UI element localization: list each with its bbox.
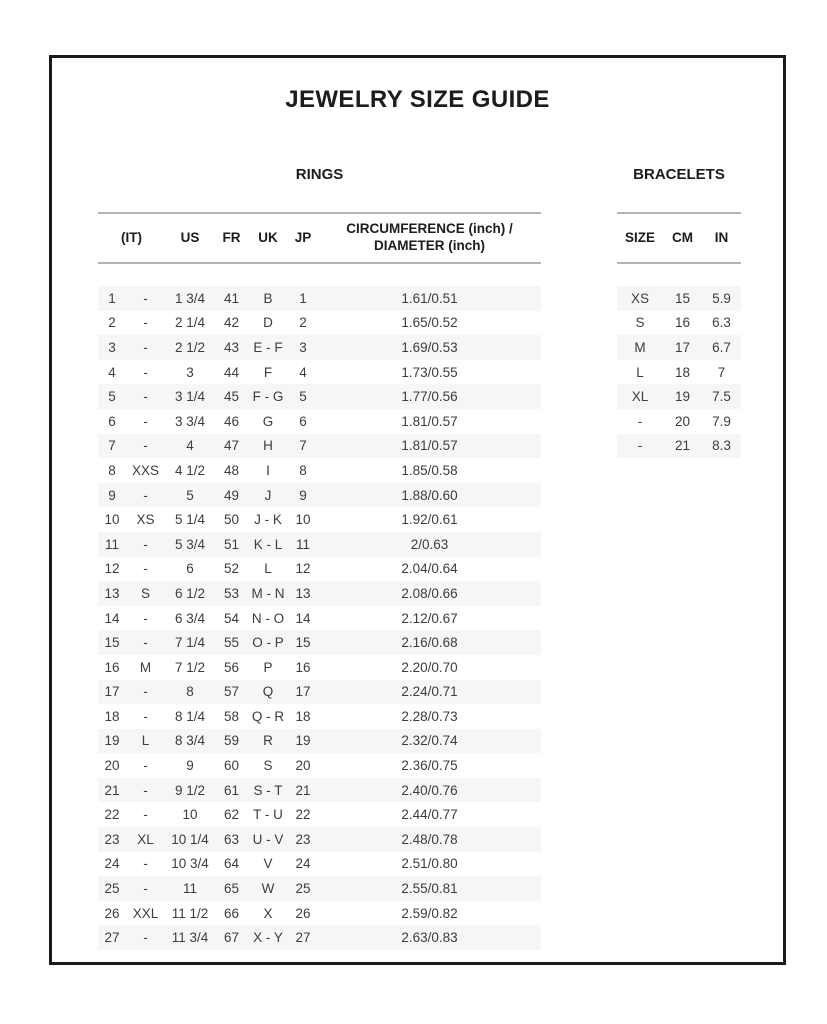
table-row xyxy=(98,606,541,631)
bracelets-table-header xyxy=(617,212,741,264)
table-row xyxy=(98,827,541,852)
table-cell: XXS xyxy=(131,462,159,478)
table-row xyxy=(98,384,541,409)
table-cell: 2 xyxy=(108,315,116,331)
table-cell: S xyxy=(635,315,645,331)
table-cell: Q - R xyxy=(251,708,285,724)
bracelets-table xyxy=(617,286,741,458)
table-cell: 55 xyxy=(223,635,240,651)
table-cell: M xyxy=(634,339,646,355)
table-cell: 1.81/0.57 xyxy=(401,413,458,429)
table-cell: 8.3 xyxy=(712,438,731,454)
table-cell: 11 3/4 xyxy=(171,930,209,946)
table-cell: 25 xyxy=(295,881,311,897)
table-cell: 6 xyxy=(108,413,116,429)
table-cell: 4 xyxy=(186,438,194,454)
table-cell: 1.81/0.57 xyxy=(401,438,458,454)
table-row xyxy=(98,630,541,655)
table-row xyxy=(617,434,741,459)
column-header-jp: JP xyxy=(294,229,312,245)
table-row xyxy=(98,901,541,926)
table-cell: 7 xyxy=(299,438,307,454)
table-cell: - xyxy=(637,438,643,454)
column-header-circumference xyxy=(318,221,541,255)
table-cell: 2.63/0.83 xyxy=(401,930,458,946)
table-cell: 1 xyxy=(299,290,307,306)
table-cell: 3 xyxy=(186,364,194,380)
table-cell: 10 xyxy=(104,512,120,528)
table-cell: 20 xyxy=(295,758,311,774)
table-cell: 9 xyxy=(108,487,116,503)
table-cell: 8 1/4 xyxy=(174,708,206,724)
table-cell: 51 xyxy=(223,536,240,552)
table-cell: - xyxy=(143,487,148,503)
table-row xyxy=(98,335,541,360)
table-cell: - xyxy=(143,782,148,798)
table-cell: 61 xyxy=(223,782,240,798)
column-header-size: SIZE xyxy=(624,229,655,245)
table-cell: 5 1/4 xyxy=(174,512,206,528)
table-cell: K - L xyxy=(253,536,283,552)
column-header-circumference-line1: CIRCUMFERENCE (inch) / xyxy=(346,221,513,237)
table-cell: 2.28/0.73 xyxy=(401,708,458,724)
table-cell: R xyxy=(263,733,273,749)
column-header-it: (IT) xyxy=(121,229,142,245)
table-row xyxy=(98,704,541,729)
column-header-fr: FR xyxy=(222,229,241,245)
rings-table xyxy=(98,286,541,950)
table-cell: 2.04/0.64 xyxy=(401,561,458,577)
table-cell: 2 xyxy=(299,315,307,331)
table-cell: 5 xyxy=(108,389,116,405)
table-cell: 1.69/0.53 xyxy=(401,339,458,355)
table-cell: F xyxy=(263,364,273,380)
table-cell: 2.40/0.76 xyxy=(401,782,458,798)
table-cell: 5.9 xyxy=(712,290,731,306)
table-cell: 12 xyxy=(104,561,120,577)
table-cell: E - F xyxy=(253,339,283,355)
table-cell: 17 xyxy=(295,684,311,700)
table-cell: Q xyxy=(262,684,274,700)
table-row xyxy=(98,581,541,606)
table-cell: 52 xyxy=(223,561,240,577)
table-cell: X xyxy=(263,905,273,921)
table-row xyxy=(98,311,541,336)
table-cell: 15 xyxy=(295,635,311,651)
table-cell: 4 1/2 xyxy=(174,462,206,478)
table-cell: 63 xyxy=(223,831,240,847)
table-row xyxy=(98,876,541,901)
table-cell: D xyxy=(263,315,273,331)
table-cell: - xyxy=(143,881,148,897)
table-row xyxy=(98,507,541,532)
table-cell: 11 xyxy=(182,881,197,897)
table-cell: 47 xyxy=(223,438,240,454)
table-cell: 18 xyxy=(104,708,120,724)
table-cell: 7 1/4 xyxy=(174,635,206,651)
table-cell: 2.24/0.71 xyxy=(401,684,458,700)
table-row xyxy=(617,360,741,385)
table-cell: 60 xyxy=(223,758,240,774)
table-cell: 6 xyxy=(299,413,307,429)
table-cell: 6.7 xyxy=(712,339,731,355)
table-cell: 16 xyxy=(295,659,311,675)
table-row xyxy=(98,434,541,459)
table-cell: - xyxy=(143,561,148,577)
table-row xyxy=(617,409,741,434)
table-cell: 62 xyxy=(223,807,240,823)
table-cell: W xyxy=(261,881,275,897)
table-cell: - xyxy=(143,807,148,823)
table-cell: 43 xyxy=(223,339,240,355)
table-cell: 21 xyxy=(104,782,120,798)
table-cell: 19 xyxy=(674,389,691,405)
bracelets-section-label: BRACELETS xyxy=(633,166,725,183)
table-cell: 48 xyxy=(223,462,240,478)
table-cell: 53 xyxy=(223,585,240,601)
table-cell: 10 xyxy=(295,512,311,528)
table-cell: - xyxy=(143,339,148,355)
table-row xyxy=(98,729,541,754)
table-cell: 17 xyxy=(674,339,691,355)
table-cell: 1 3/4 xyxy=(174,290,206,306)
table-cell: 64 xyxy=(223,856,240,872)
table-cell: - xyxy=(143,413,148,429)
table-cell: F - G xyxy=(252,389,284,405)
table-cell: S xyxy=(140,585,150,601)
table-cell: XS xyxy=(630,290,649,306)
table-cell: L xyxy=(636,364,644,380)
table-cell: - xyxy=(143,364,148,380)
table-cell: - xyxy=(143,389,148,405)
table-cell: 19 xyxy=(104,733,120,749)
table-cell: 1.73/0.55 xyxy=(401,364,458,380)
table-cell: L xyxy=(141,733,150,749)
table-cell: 5 xyxy=(299,389,307,405)
table-cell: - xyxy=(637,413,643,429)
table-cell: H xyxy=(263,438,273,454)
table-cell: 10 3/4 xyxy=(171,856,209,872)
table-cell: 18 xyxy=(295,708,311,724)
table-cell: 8 xyxy=(299,462,307,478)
table-cell: 7 1/2 xyxy=(174,659,206,675)
table-cell: 2.12/0.67 xyxy=(401,610,458,626)
table-row xyxy=(98,925,541,950)
table-cell: 26 xyxy=(295,905,311,921)
table-cell: 49 xyxy=(223,487,240,503)
table-cell: 2.20/0.70 xyxy=(401,659,458,675)
table-cell: 24 xyxy=(104,856,120,872)
table-cell: 8 xyxy=(108,462,116,478)
table-cell: 12 xyxy=(295,561,311,577)
table-row xyxy=(98,360,541,385)
table-row xyxy=(98,286,541,311)
table-cell: XL xyxy=(137,831,154,847)
table-cell: T - U xyxy=(253,807,283,823)
table-cell: 27 xyxy=(104,930,120,946)
table-row xyxy=(98,483,541,508)
table-cell: 1.85/0.58 xyxy=(401,462,458,478)
rings-table-header xyxy=(98,212,541,264)
table-row xyxy=(98,557,541,582)
table-cell: 19 xyxy=(295,733,311,749)
table-cell: 1 xyxy=(108,290,116,306)
table-cell: M - N xyxy=(251,585,285,601)
table-row xyxy=(98,802,541,827)
table-cell: 67 xyxy=(223,930,240,946)
table-cell: - xyxy=(143,315,148,331)
table-cell: 46 xyxy=(223,413,240,429)
page-title: JEWELRY SIZE GUIDE xyxy=(285,86,550,113)
table-cell: 18 xyxy=(674,364,691,380)
table-cell: M xyxy=(139,659,152,675)
column-header-cm: CM xyxy=(672,229,693,245)
table-row xyxy=(617,286,741,311)
table-cell: G xyxy=(262,413,274,429)
table-cell: 17 xyxy=(104,684,120,700)
table-cell: 13 xyxy=(295,585,311,601)
table-row xyxy=(98,458,541,483)
bracelets-table-body xyxy=(617,286,741,458)
table-cell: 14 xyxy=(295,610,311,626)
table-cell: 27 xyxy=(295,930,311,946)
column-header-uk: UK xyxy=(258,229,278,245)
table-cell: 54 xyxy=(223,610,240,626)
table-cell: - xyxy=(143,610,148,626)
table-cell: 59 xyxy=(223,733,240,749)
size-guide-frame xyxy=(49,55,786,965)
table-cell: 2/0.63 xyxy=(410,536,449,552)
table-cell: - xyxy=(143,438,148,454)
table-cell: 15 xyxy=(674,290,691,306)
table-cell: 2 1/2 xyxy=(174,339,206,355)
table-cell: 11 xyxy=(104,536,119,552)
rings-section-label: RINGS xyxy=(295,166,344,183)
table-row xyxy=(98,778,541,803)
table-cell: 66 xyxy=(223,905,240,921)
table-cell: N - O xyxy=(251,610,285,626)
table-cell: 20 xyxy=(104,758,120,774)
table-cell: - xyxy=(143,536,148,552)
table-cell: - xyxy=(143,930,148,946)
table-row xyxy=(617,311,741,336)
table-cell: 22 xyxy=(295,807,311,823)
table-cell: 11 1/2 xyxy=(171,905,209,921)
table-cell: 10 xyxy=(182,807,198,823)
table-cell: 20 xyxy=(674,413,691,429)
rings-table-body xyxy=(98,286,541,950)
table-cell: 2.32/0.74 xyxy=(401,733,458,749)
table-cell: 42 xyxy=(223,315,240,331)
table-row xyxy=(98,852,541,877)
table-cell: XXL xyxy=(132,905,159,921)
table-cell: 8 xyxy=(186,684,194,700)
table-cell: 2.36/0.75 xyxy=(401,758,458,774)
column-header-circumference-line2: DIAMETER (inch) xyxy=(374,238,485,253)
table-cell: - xyxy=(143,684,148,700)
table-cell: L xyxy=(264,561,272,577)
table-cell: O - P xyxy=(252,635,284,651)
table-row xyxy=(98,532,541,557)
table-cell: 10 1/4 xyxy=(171,831,209,847)
table-cell: 16 xyxy=(674,315,691,331)
table-cell: 41 xyxy=(223,290,240,306)
table-cell: 5 xyxy=(186,487,194,503)
table-cell: 5 3/4 xyxy=(174,536,206,552)
table-cell: S xyxy=(263,758,273,774)
table-cell: X - Y xyxy=(253,930,283,946)
table-cell: P xyxy=(263,659,273,675)
table-cell: 9 xyxy=(299,487,307,503)
table-cell: B xyxy=(263,290,273,306)
table-cell: 4 xyxy=(108,364,116,380)
table-cell: 25 xyxy=(104,881,120,897)
table-cell: 15 xyxy=(104,635,120,651)
table-cell: 57 xyxy=(223,684,240,700)
table-cell: 21 xyxy=(674,438,691,454)
table-cell: 7 xyxy=(108,438,116,454)
table-cell: - xyxy=(143,758,148,774)
table-row xyxy=(98,409,541,434)
table-cell: 58 xyxy=(223,708,240,724)
table-cell: V xyxy=(263,856,273,872)
table-cell: 2.48/0.78 xyxy=(401,831,458,847)
table-cell: 2.51/0.80 xyxy=(401,856,458,872)
table-cell: 13 xyxy=(104,585,120,601)
table-cell: 2.44/0.77 xyxy=(401,807,458,823)
table-cell: 45 xyxy=(223,389,240,405)
table-cell: 24 xyxy=(295,856,311,872)
table-cell: 9 xyxy=(186,758,194,774)
table-cell: 22 xyxy=(104,807,120,823)
table-cell: 2.16/0.68 xyxy=(401,635,458,651)
table-cell: - xyxy=(143,635,148,651)
table-cell: 65 xyxy=(223,881,240,897)
table-cell: 3 3/4 xyxy=(174,413,206,429)
table-row xyxy=(98,753,541,778)
table-cell: S - T xyxy=(253,782,283,798)
table-row xyxy=(617,384,741,409)
table-cell: 6 xyxy=(186,561,194,577)
table-cell: 44 xyxy=(223,364,240,380)
table-row xyxy=(98,680,541,705)
table-cell: I xyxy=(266,462,270,478)
table-cell: 11 xyxy=(295,536,310,552)
table-cell: 23 xyxy=(295,831,311,847)
table-cell: 7.5 xyxy=(712,389,731,405)
table-cell: 7.9 xyxy=(712,413,731,429)
table-row xyxy=(617,335,741,360)
table-cell: 2.08/0.66 xyxy=(401,585,458,601)
table-cell: 3 1/4 xyxy=(174,389,206,405)
table-cell: 14 xyxy=(104,610,120,626)
table-cell: 1.65/0.52 xyxy=(401,315,458,331)
table-cell: 1.88/0.60 xyxy=(401,487,458,503)
table-cell: 2.55/0.81 xyxy=(401,881,458,897)
table-cell: 2 1/4 xyxy=(174,315,206,331)
table-cell: - xyxy=(143,290,148,306)
table-cell: XS xyxy=(136,512,155,528)
table-cell: 6.3 xyxy=(712,315,731,331)
table-cell: 1.92/0.61 xyxy=(401,512,458,528)
table-cell: 26 xyxy=(104,905,120,921)
table-cell: 1.77/0.56 xyxy=(401,389,458,405)
table-cell: 23 xyxy=(104,831,120,847)
table-cell: XL xyxy=(631,389,649,405)
table-cell: 4 xyxy=(299,364,307,380)
table-cell: 7 xyxy=(717,364,726,380)
table-cell: U - V xyxy=(252,831,284,847)
table-cell: J - K xyxy=(254,512,282,528)
table-cell: 1.61/0.51 xyxy=(401,290,458,306)
table-cell: 21 xyxy=(295,782,311,798)
table-cell: 2.59/0.82 xyxy=(401,905,458,921)
table-cell: J xyxy=(264,487,272,503)
table-row xyxy=(98,655,541,680)
table-cell: - xyxy=(143,856,148,872)
table-cell: 56 xyxy=(223,659,240,675)
table-cell: 8 3/4 xyxy=(174,733,206,749)
column-header-us: US xyxy=(180,229,200,245)
table-cell: 3 xyxy=(108,339,116,355)
column-header-in: IN xyxy=(714,229,729,245)
table-cell: 50 xyxy=(223,512,240,528)
table-cell: 6 1/2 xyxy=(174,585,206,601)
table-cell: 6 3/4 xyxy=(174,610,206,626)
table-cell: 3 xyxy=(299,339,307,355)
table-cell: 9 1/2 xyxy=(174,782,206,798)
table-cell: - xyxy=(143,708,148,724)
table-cell: 16 xyxy=(104,659,120,675)
